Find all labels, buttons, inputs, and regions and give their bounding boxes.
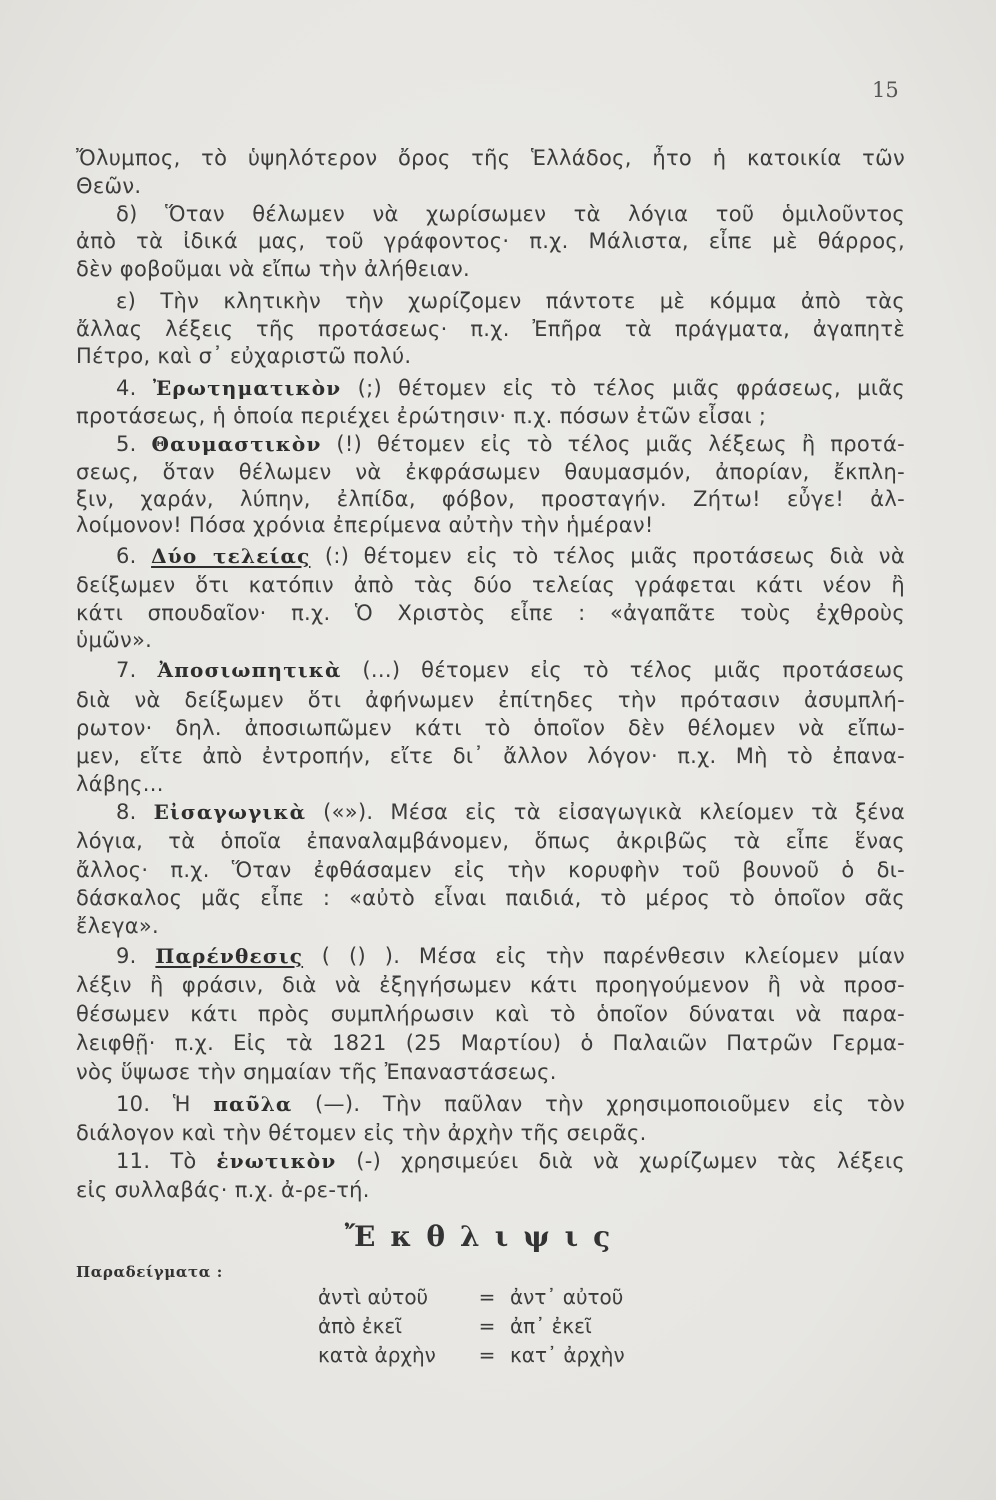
section-heading: Ἔκθλιψις <box>344 1220 626 1253</box>
text-line: ἀπὸ τὰ ἰδικά μας, τοῦ γράφοντος· π.χ. Μάλιστα, εἶπε μὲ θάρρος, <box>76 229 905 253</box>
term-bold: Εἰσαγωγικὰ <box>153 800 307 824</box>
item-number: 5. <box>116 432 152 456</box>
examples-label: Παραδείγματα : <box>76 1263 223 1281</box>
term-bold: Ἀποσιωπητικὰ <box>157 658 342 682</box>
example-elided-form: ἀντ᾽ αὐτοῦ <box>510 1285 624 1309</box>
example-full-form: ἀντὶ αὐτοῦ <box>318 1285 429 1309</box>
example-row <box>0 1341 996 1369</box>
example-elided-form: κατ᾽ ἀρχὴν <box>510 1343 625 1367</box>
text-line-item-8 <box>116 797 905 827</box>
item-text: (-) χρησιμεύει διὰ νὰ χωρίζωμεν τὰς λέξεις <box>336 1149 905 1173</box>
term-bold: ἑνωτικὸν <box>216 1149 337 1173</box>
item-number: 10. Ἡ <box>116 1092 214 1116</box>
example-full-form: κατὰ ἀρχὴν <box>318 1343 436 1367</box>
term-bold: Θαυμαστικὸν <box>151 432 322 456</box>
item-text: («»). Μέσα εἰς τὰ εἰσαγωγικὰ κλείομεν τὰ ξένα <box>306 800 905 824</box>
text-line: ρωτον· δηλ. ἀποσιωπῶμεν κάτι τὸ ὁποῖον δὲν θέλομεν νὰ εἴπω- <box>76 716 905 740</box>
equals-sign: = <box>478 1314 496 1338</box>
text-line: ὑμῶν». <box>76 628 153 652</box>
item-text: (;) θέτομεν εἰς τὸ τέλος μιᾶς φράσεως, μιᾶς <box>341 376 905 400</box>
text-line: λάβης... <box>76 772 164 796</box>
text-line: νὸς ὕψωσε τὴν σημαίαν τῆς Ἐπαναστάσεως. <box>76 1060 557 1084</box>
text-line: ἄλλας λέξεις τῆς προτάσεως· π.χ. Ἐπῆρα τὰ πράγματα, ἀγαπητὲ <box>76 317 905 341</box>
example-elided-form: ἀπ᾽ ἐκεῖ <box>510 1314 592 1338</box>
text-line: λόγια, τὰ ὁποῖα ἐπαναλαμβάνομεν, ὅπως ἀκριβῶς τὰ εἶπε ἕνας <box>76 829 905 853</box>
text-line: λοίμονον! Πόσα χρόνια ἐπερίμενα αὐτὴν τὴν ἡμέραν! <box>76 513 654 537</box>
item-text: (:) θέτομεν εἰς τὸ τέλος μιᾶς προτάσεως διὰ νὰ <box>310 544 905 568</box>
equals-sign: = <box>478 1285 496 1309</box>
text-line: δάσκαλος μᾶς εἶπε : «αὐτὸ εἶναι παιδιά, τὸ μέρος τὸ ὁποῖον σᾶς <box>76 886 905 910</box>
text-line: δείξωμεν ὅτι κατόπιν ἀπὸ τὰς δύο τελείας γράφεται κάτι νέον ἢ <box>76 573 905 597</box>
text-line: θέσωμεν κάτι πρὸς συμπλήρωσιν καὶ τὸ ὁποῖον δύναται νὰ παρα- <box>76 1002 905 1026</box>
item-number: 8. <box>116 800 154 824</box>
text-line: μεν, εἴτε ἀπὸ ἐντροπήν, εἴτε δι᾽ ἄλλον λόγον· π.χ. Μὴ τὸ ἐπανα- <box>76 744 905 768</box>
term-bold: Δύο τελείας <box>151 544 311 568</box>
text-line: λειφθῇ· π.χ. Εἰς τὰ 1821 (25 Μαρτίου) ὁ Παλαιῶν Πατρῶν Γερμα- <box>76 1031 905 1055</box>
text-line-item-5 <box>116 429 905 459</box>
text-line: Πέτρο, καὶ σ᾽ εὐχαριστῶ πολύ. <box>76 344 412 368</box>
text-line: δ) Ὅταν θέλωμεν νὰ χωρίσωμεν τὰ λόγια τοῦ ὁμιλοῦντος <box>116 202 905 226</box>
text-line: λέξιν ἢ φράσιν, διὰ νὰ ἐξηγήσωμεν κάτι προηγούμενον ἢ νὰ προσ- <box>76 973 905 997</box>
text-line: δὲν φοβοῦμαι νὰ εἴπω τὴν ἀλήθειαν. <box>76 257 470 281</box>
text-line: Θεῶν. <box>76 174 142 198</box>
term-bold: Ἐρωτηματικὸν <box>152 376 342 400</box>
item-number: 7. <box>116 658 158 682</box>
text-line: ἔλεγα». <box>76 914 160 938</box>
item-text: ( () ). Μέσα εἰς τὴν παρένθεσιν κλείομεν μίαν <box>303 944 905 968</box>
item-text: (...) θέτομεν εἰς τὸ τέλος μιᾶς προτάσεως <box>341 658 905 682</box>
text-line: ε) Τὴν κλητικὴν τὴν χωρίζομεν πάντοτε μὲ κόμμα ἀπὸ τὰς <box>116 289 905 313</box>
item-number: 11. Τὸ <box>116 1149 217 1173</box>
text-line-item-9 <box>116 941 905 971</box>
text-line-item-6 <box>116 541 905 571</box>
text-line-item-11 <box>116 1146 905 1176</box>
text-line: εἰς συλλαβάς· π.χ. ἀ-ρε-τή. <box>76 1178 370 1202</box>
text-line: ἄλλος· π.χ. Ὅταν ἐφθάσαμεν εἰς τὴν κορυφὴν τοῦ βουνοῦ ὁ δι- <box>76 858 905 882</box>
text-line: προτάσεως, ἡ ὁποία περιέχει ἐρώτησιν· π.χ. πόσων ἐτῶν εἶσαι ; <box>76 404 767 428</box>
equals-sign: = <box>478 1343 496 1367</box>
text-line-item-10 <box>116 1089 905 1119</box>
example-row <box>0 1283 996 1311</box>
example-row <box>0 1312 996 1340</box>
text-line-item-7 <box>116 655 905 685</box>
text-line: ξιν, χαράν, λύπην, ἐλπίδα, φόβον, προσταγήν. Ζήτω! εὖγε! ἀλ- <box>76 487 905 511</box>
text-line: Ὄλυμπος, τὸ ὑψηλότερον ὄρος τῆς Ἑλλάδος, ἦτο ἡ κατοικία τῶν <box>76 146 905 170</box>
text-line: κάτι σπουδαῖον· π.χ. Ὁ Χριστὸς εἶπε : «ἀγαπᾶτε τοὺς ἐχθροὺς <box>76 601 905 625</box>
item-number: 4. <box>116 376 153 400</box>
term-bold: παῦλα <box>213 1092 293 1116</box>
example-full-form: ἀπὸ ἐκεῖ <box>318 1314 402 1338</box>
item-number: 6. <box>116 544 152 568</box>
text-line: διὰ νὰ δείξωμεν ὅτι ἀφήνωμεν ἐπίτηδες τὴν πρότασιν ἀσυμπλή- <box>76 688 905 712</box>
text-line: σεως, ὅταν θέλωμεν νὰ ἐκφράσωμεν θαυμασμόν, ἀπορίαν, ἔκπλη- <box>76 460 905 484</box>
term-bold: Παρένθεσις <box>155 944 304 968</box>
item-number: 9. <box>116 944 156 968</box>
text-line: διάλογον καὶ τὴν θέτομεν εἰς τὴν ἀρχὴν τῆς σειρᾶς. <box>76 1121 647 1145</box>
item-text: (!) θέτομεν εἰς τὸ τέλος μιᾶς λέξεως ἢ προτά- <box>321 432 905 456</box>
text-line-item-4 <box>116 373 905 403</box>
page-number: 15 <box>872 78 899 102</box>
item-text: (—). Τὴν παῦλαν τὴν χρησιμοποιοῦμεν εἰς τὸν <box>292 1092 905 1116</box>
